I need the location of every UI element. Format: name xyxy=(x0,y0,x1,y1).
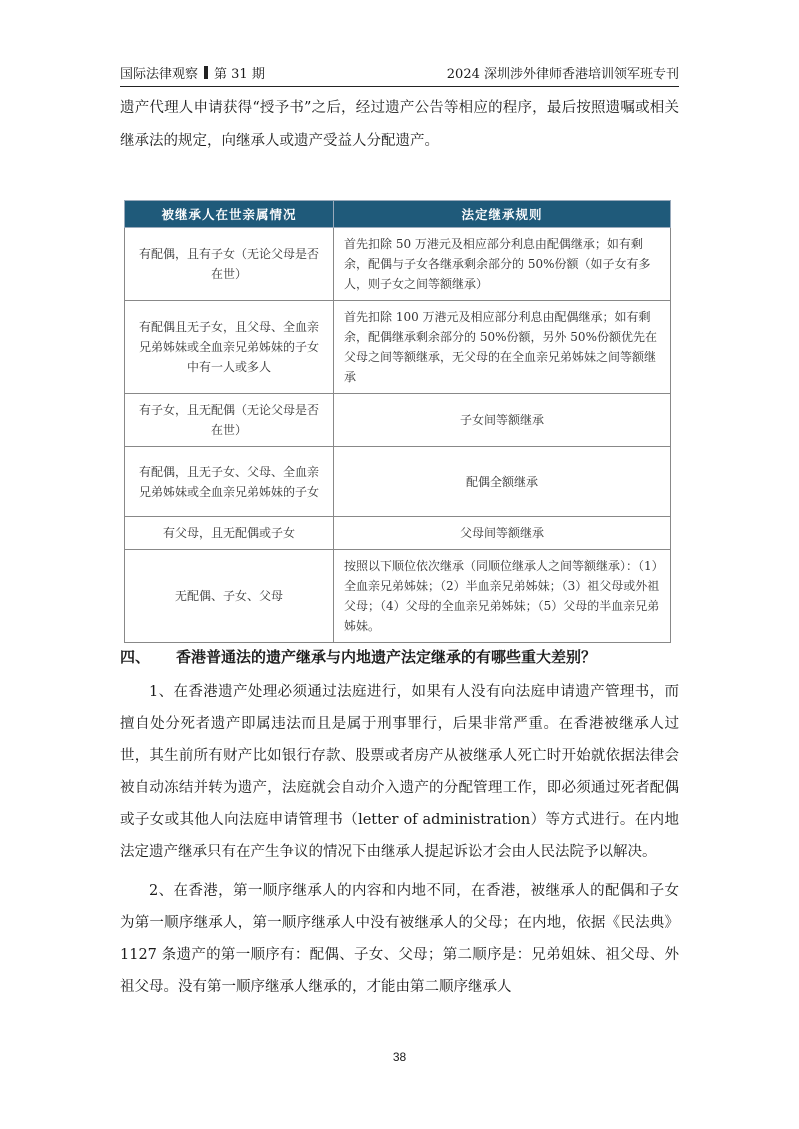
page-number: 38 xyxy=(392,1050,407,1064)
rule-cell: 配偶全额继承 xyxy=(334,447,671,517)
rule-cell: 子女间等额继承 xyxy=(334,394,671,447)
situation-cell: 有配偶，且有子女（无论父母是否在世） xyxy=(125,228,334,301)
situation-cell: 有配偶，且无子女、父母、全血亲兄弟姊妹或全血亲兄弟姊妹的子女 xyxy=(125,447,334,517)
issue-number: 第 31 期 xyxy=(214,67,265,82)
situation-cell: 无配偶、子女、父母 xyxy=(125,550,334,643)
rule-cell: 按照以下顺位依次继承（同顺位继承人之间等额继承）：（1）全血亲兄弟姊妹；（2）半血亲兄弟姊妹；（3）祖父母或外祖父母；（4）父母的全血亲兄弟姊妹；（5）父母的半血亲兄弟姊妹。 xyxy=(334,550,671,643)
table-row xyxy=(125,447,671,517)
header-separator-bar xyxy=(204,66,208,79)
rule-cell: 父母间等额继承 xyxy=(334,517,671,550)
table-row xyxy=(125,517,671,550)
table-row xyxy=(125,394,671,447)
situation-cell: 有子女，且无配偶（无论父母是否在世） xyxy=(125,394,334,447)
journal-name: 国际法律观察 xyxy=(120,67,199,82)
table-row xyxy=(125,550,671,643)
paragraph: 1、在香港遗产处理必须通过法庭进行，如果有人没有向法庭申请遗产管理书，而擅自处分死者遗产即属违法而且是属于刑事罪行，后果非常严重。在香港被继承人过世，其生前所有财产比如银行存款、股票或者房产从被继承人死亡时开始就依据法律会被自动冻结并转为遗产，法庭就会自动介入遗产的分配管理工作，即必须通过死者配偶或子女或其他人向法庭申请管理书（letter of administration）等方式进行。在内地法定遗产继承只有在产生争议的情况下由继承人提起诉讼才会由人民法院予以解决。 xyxy=(120,684,679,860)
situation-cell: 有父母，且无配偶或子女 xyxy=(125,517,334,550)
rule-cell: 首先扣除 100 万港元及相应部分利息由配偶继承；如有剩余，配偶继承剩余部分的 50%份额，另外 50%份额优先在父母之间等额继承，无父母的在全血亲兄弟姊妹之间等额继承 xyxy=(334,301,671,394)
table-row xyxy=(125,228,671,301)
inheritance-table xyxy=(124,200,671,643)
intro-paragraph: 遗产代理人申请获得“授予书”之后，经过遗产公告等相应的程序，最后按照遗嘱或相关继承法的规定，向继承人或遗产受益人分配遗产。 xyxy=(120,100,679,149)
section-heading xyxy=(120,646,699,667)
situation-cell: 有配偶且无子女，且父母、全血亲兄弟姊妹或全血亲兄弟姊妹的子女中有一人或多人 xyxy=(125,301,334,394)
paragraph: 2、在香港，第一顺序继承人的内容和内地不同，在香港，被继承人的配偶和子女为第一顺序继承人，第一顺序继承人中没有被继承人的父母；在内地，依据《民法典》1127 条遗产的第一顺序有：配偶、子女、父母；第二顺序是：兄弟姐妹、祖父母、外祖父母。没有第一顺序继承人继承的，才能由第二顺序继承人 xyxy=(120,883,679,995)
section-number: 四、 xyxy=(120,648,151,666)
header-left xyxy=(120,63,265,82)
table-row xyxy=(125,301,671,394)
header-rule: 法定继承规则 xyxy=(334,201,671,228)
special-issue-title: 2024 深圳涉外律师香港培训领军班专刊 xyxy=(446,67,679,82)
section-title: 香港普通法的遗产继承与内地遗产法定继承的有哪些重大差别？ xyxy=(176,648,597,666)
header-situation: 被继承人在世亲属情况 xyxy=(125,201,334,228)
body-text xyxy=(120,676,679,1003)
page-header xyxy=(120,60,679,87)
table-header-row xyxy=(125,201,671,228)
rule-cell: 首先扣除 50 万港元及相应部分利息由配偶继承；如有剩余，配偶与子女各继承剩余部分的 50%份额（如子女有多人，则子女之间等额继承） xyxy=(334,228,671,301)
